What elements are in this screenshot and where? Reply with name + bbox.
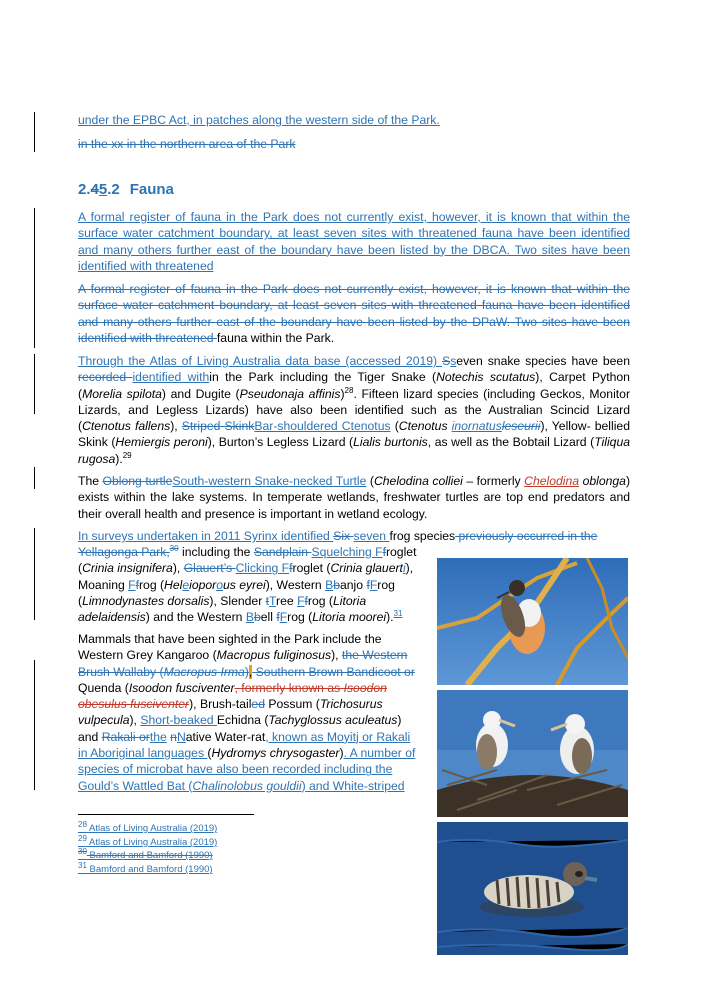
footnote-28: $^{28}$ Atlas of Living Australia (2019)	[78, 819, 218, 834]
birds-in-nest-illustration	[437, 690, 628, 817]
footnote-29: $^{29}$ Atlas of Living Australia (2019)	[78, 833, 218, 848]
paragraph-epbc	[78, 112, 440, 128]
inserted-text: under the EPBC Act, in patches along the western side of the Park.	[78, 113, 440, 127]
footnote-ref: 28	[344, 385, 354, 395]
footnote-separator	[78, 814, 254, 815]
photo-duck-on-water	[437, 822, 628, 955]
paragraph-register-deleted: A formal register of fauna in the Park does not currently exist, however, it is known that within the surface water catchment boundary, at least seven sites with threatened fauna have been identified and many others further east of the boundary have been listed by the DPaW. Two sites have been identified with threatened fauna within the Park.	[78, 282, 630, 345]
paragraph-turtle: The Oblong turtleSouth-western Snake-necked Turtle (Chelodina colliei – formerly Chelodina oblonga) exists within the lake systems. In temperate wetlands, freshwater turtles are top end predators and their overall health and presence is important in wetland ecology.	[78, 474, 631, 521]
change-bar	[34, 467, 35, 489]
section-number: 2.45.2	[78, 181, 120, 198]
change-bar	[34, 354, 35, 414]
section-title: Fauna	[129, 181, 174, 198]
footnote-30: $^{30}$ Bamford and Bamford (1990)	[78, 846, 213, 861]
paragraph-snakes-lizards: Through the Atlas of Living Australia data base (accessed 2019) Sseven snake species have been recorded identified within the Park including the Tiger Snake (Notechis scutatus), Carpet Python (Morelia spilota) and Dugite (Pseudonaja affinis)$^{28}$. Fifteen lizard species (including Geckos, Monitor Lizards, and Legless Lizards) have also been identified such as the Australian Scincid Lizard (Ctenotus fallens), Striped SkinkBar-shouldered Ctenotus (Ctenotus inornatusleseurii), Yellow- bellied Skink (Hemiergis peroni), Burton’s Legless Lizard (Lialis burtonis, as well as the Bobtail Lizard (Tiliqua rugosa).$^{29}$	[78, 354, 630, 466]
paragraph-frogs: Yellagonga Park,$^{30}$ including the Sandplain Squelching Ffroglet (Crinia insignifera), Glauert’s Clicking Ffroglet (Crinia glauerti), Moaning Ffrog (Heleioporous eyrei), Western Bbanjo fFrog (Limnodynastes dorsalis), Slender tTree Ffrog (Litoria adelaidensis) and the Western Bbell fFrog (Litoria moorei).$^{31}$	[78, 543, 417, 625]
photo-bird-on-branch	[437, 558, 628, 685]
footnote-ref: 29	[122, 450, 132, 460]
change-bar	[34, 208, 35, 348]
section-heading-fauna	[78, 181, 174, 198]
paragraph-mammals: Mammals that have been sighted in the Park include the Western Grey Kangaroo (Macropus fuliginosus), the Western Brush Wallaby (Macropus Irma), Southern Brown Bandicoot or Quenda (Isoodon fusciventer, formerly known as Isoodon obesulus fusciventer), Brush-tailed Possum (Trichosurus vulpecula), Short-beaked Echidna (Tachyglossus aculeatus) and Rakali orthe nNative Water-rat, known as Moyitj or Rakali in Aboriginal languages (Hydromys chrysogaster). A number of species of microbat have also been recorded including the Gould’s Wattled Bat (Chalinolobus gouldii) and White-striped	[78, 632, 416, 793]
paragraph-register-inserted: A formal register of fauna in the Park does not currently exist, however, it is known that within the surface water catchment boundary, at least seven sites with threatened fauna have been identified and many others further east of the boundary have been listed by the DBCA. Two sites have been identified with threatened	[78, 210, 630, 273]
change-bar	[34, 528, 35, 620]
bird-on-branch-illustration	[437, 558, 628, 685]
change-bar	[34, 112, 35, 152]
footnote-ref: 31	[393, 609, 403, 619]
footnote-31: $^{31}$ Bamford and Bamford (1990)	[78, 860, 213, 875]
paragraph-frogs-intro: In surveys undertaken in 2011 Syrinx identified Six seven frog species previously occurred in the	[78, 529, 598, 543]
duck-on-water-illustration	[437, 822, 628, 955]
paragraph-deleted-xx	[78, 136, 295, 152]
footnote-ref: 30	[169, 543, 179, 553]
photo-birds-in-nest	[437, 690, 628, 817]
deleted-text: in the xx in the northern area of the Park	[78, 137, 296, 151]
change-bar	[34, 660, 35, 790]
